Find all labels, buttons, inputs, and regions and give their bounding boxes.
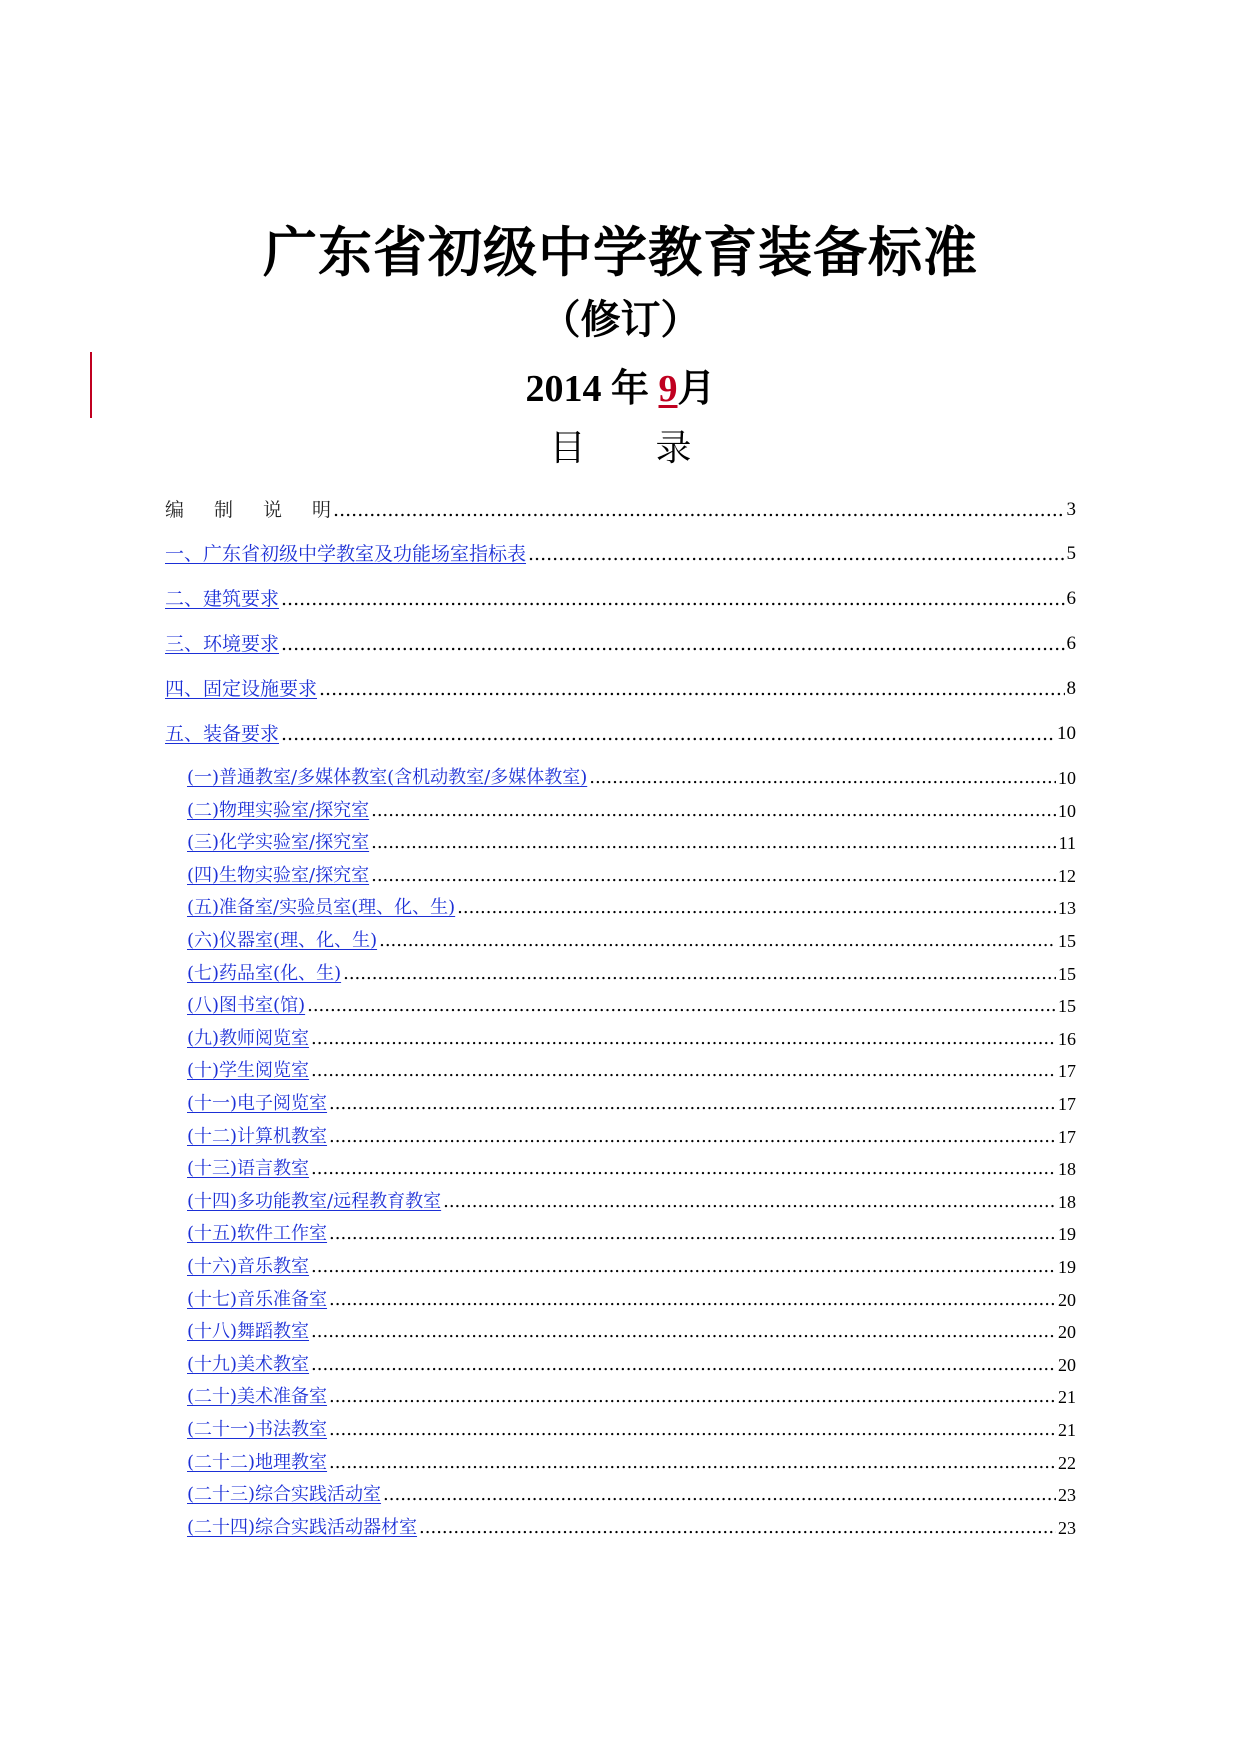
- toc-subentry[interactable]: [187, 1092, 1076, 1116]
- toc-subentry-link[interactable]: (六)仪器室(理、化、生): [187, 930, 378, 951]
- toc-subentry-link[interactable]: (十三)语言教室: [187, 1158, 310, 1180]
- toc-page-number: 17: [1058, 1094, 1076, 1114]
- toc-subentry[interactable]: [187, 831, 1076, 855]
- document-subtitle: （修订）: [540, 297, 701, 343]
- toc-leader-dots: [329, 1092, 1056, 1116]
- toc-page-number: 15: [1058, 963, 1076, 984]
- toc-entry-link[interactable]: 五、装备要求: [165, 723, 280, 745]
- toc-subentry-link[interactable]: (九)教师阅览室: [187, 1027, 310, 1049]
- toc-leader-dots: [319, 676, 1064, 702]
- toc-subentry-link[interactable]: (八)图书室(馆): [187, 995, 306, 1017]
- toc-subentry[interactable]: [187, 1125, 1076, 1149]
- toc-page-number: 19: [1058, 1224, 1076, 1245]
- toc-leader-dots: [333, 497, 1064, 523]
- toc-leader-dots: [329, 1288, 1056, 1312]
- toc-entry-link[interactable]: 三、环境要求: [165, 633, 280, 655]
- toc-subentry[interactable]: [187, 1255, 1076, 1279]
- toc-subentry[interactable]: [187, 1059, 1076, 1083]
- toc-subentry-link[interactable]: (五)准备室/实验员室(理、化、生): [187, 897, 456, 919]
- toc-subentry-link[interactable]: (十五)软件工作室: [187, 1223, 328, 1245]
- toc-subentry[interactable]: [187, 1516, 1076, 1540]
- toc-page-number: 21: [1058, 1420, 1076, 1440]
- toc-page-number: 17: [1058, 1126, 1076, 1147]
- toc-leader-dots: [311, 1157, 1056, 1181]
- toc-leader-dots: [329, 1125, 1056, 1149]
- toc-subentry[interactable]: [187, 896, 1076, 920]
- toc-page-number: 23: [1058, 1485, 1076, 1506]
- toc-leader-dots: [443, 1190, 1056, 1214]
- toc-leader-dots: [343, 962, 1056, 986]
- toc-subentry[interactable]: [187, 1418, 1076, 1442]
- toc-leader-dots: [528, 541, 1064, 567]
- toc-subentry[interactable]: [187, 1027, 1076, 1051]
- toc-leader-dots: [379, 929, 1056, 953]
- toc-entry-link[interactable]: 一、广东省初级中学教室及功能场室指标表: [165, 543, 527, 565]
- toc-page-number: 23: [1058, 1517, 1076, 1538]
- toc-subentry[interactable]: [187, 1320, 1076, 1344]
- toc-leader-dots: [371, 864, 1056, 888]
- toc-page-number: 22: [1058, 1452, 1076, 1473]
- toc-leader-dots: [281, 631, 1064, 657]
- toc-subentry[interactable]: [187, 929, 1076, 953]
- toc-subentry-link[interactable]: (七)药品室(化、生): [187, 962, 342, 984]
- toc-page-number: 10: [1058, 768, 1076, 788]
- toc-entry-link[interactable]: 四、固定设施要求: [165, 678, 318, 700]
- toc-subentry-link[interactable]: (十四)多功能教室/远程教育教室: [187, 1190, 442, 1212]
- toc-subentry[interactable]: [187, 962, 1076, 986]
- toc-page-number: 11: [1058, 833, 1076, 854]
- toc-subentry[interactable]: [187, 994, 1076, 1018]
- toc-page-number: 5: [1066, 543, 1076, 564]
- toc-subentry[interactable]: [187, 1190, 1076, 1214]
- toc-subentry-link[interactable]: (十二)计算机教室: [187, 1125, 328, 1147]
- toc-page-number: 10: [1057, 723, 1076, 744]
- toc-leader-dots: [311, 1027, 1056, 1051]
- toc-subentry-link[interactable]: (十九)美术教室: [187, 1353, 310, 1375]
- toc-leader-dots: [589, 766, 1056, 790]
- toc-page-number: 19: [1058, 1257, 1076, 1277]
- toc-entry-link[interactable]: 二、建筑要求: [165, 588, 280, 610]
- toc-page-number: 18: [1058, 1191, 1076, 1212]
- toc-entry-preface[interactable]: [165, 497, 1076, 523]
- toc-entry-section-3[interactable]: [165, 631, 1076, 657]
- toc-subentry[interactable]: [187, 1353, 1076, 1377]
- toc-leader-dots: [457, 896, 1056, 920]
- date-year: 2014 年: [525, 368, 649, 410]
- toc-subentry-link[interactable]: (二十一)书法教室: [187, 1419, 328, 1440]
- toc-page-number: 21: [1058, 1387, 1076, 1408]
- toc-page-number: 20: [1058, 1289, 1076, 1310]
- toc-leader-dots: [329, 1451, 1056, 1475]
- toc-heading-right: 录: [655, 428, 692, 469]
- toc-leader-dots: [311, 1059, 1056, 1083]
- date-suffix: 月: [677, 368, 716, 410]
- toc-entry-label: 编制说明: [165, 499, 332, 521]
- toc-subentry[interactable]: [187, 1483, 1076, 1507]
- document-title: 广东省初级中学教育装备标准: [263, 221, 978, 284]
- toc-page-number: 15: [1058, 931, 1076, 951]
- toc-page-number: 12: [1058, 865, 1076, 886]
- toc-page-number: 8: [1066, 678, 1076, 699]
- toc-leader-dots: [311, 1255, 1056, 1279]
- toc-subentry-link[interactable]: (十一)电子阅览室: [187, 1093, 328, 1114]
- toc-leader-dots: [371, 799, 1056, 823]
- toc-subentry-link[interactable]: (二)物理实验室/探究室: [187, 799, 370, 821]
- toc-page-number: 20: [1058, 1354, 1076, 1375]
- toc-subentry-link[interactable]: (二十)美术准备室: [187, 1386, 328, 1408]
- toc-page-number: 16: [1058, 1028, 1076, 1049]
- document-date: [0, 365, 1241, 413]
- toc-subentry-link[interactable]: (十八)舞蹈教室: [187, 1321, 310, 1343]
- toc-heading-left: 目: [549, 428, 586, 469]
- toc-subentry-link[interactable]: (十七)音乐准备室: [187, 1288, 328, 1310]
- toc-subentry-link[interactable]: (一)普通教室/多媒体教室(含机动教室/多媒体教室): [187, 767, 588, 788]
- date-month: 9: [658, 368, 678, 410]
- toc-subentry-link[interactable]: (二十二)地理教室: [187, 1451, 328, 1473]
- toc-leader-dots: [329, 1385, 1056, 1409]
- toc-leader-dots: [307, 994, 1056, 1018]
- toc-leader-dots: [281, 721, 1055, 747]
- toc-subentry[interactable]: [187, 799, 1076, 823]
- toc-leader-dots: [383, 1483, 1056, 1507]
- toc-subentry[interactable]: [187, 1451, 1076, 1475]
- toc-subentry[interactable]: [187, 864, 1076, 888]
- toc-subentry-link[interactable]: (三)化学实验室/探究室: [187, 832, 370, 854]
- toc-subentry-link[interactable]: (十六)音乐教室: [187, 1256, 310, 1277]
- toc-subentry[interactable]: [187, 1157, 1076, 1181]
- toc-leader-dots: [281, 586, 1064, 612]
- toc-entry-section-5[interactable]: [165, 721, 1076, 747]
- toc-leader-dots: [419, 1516, 1056, 1540]
- toc-page-number: 15: [1058, 996, 1076, 1017]
- toc-page-number: 17: [1058, 1061, 1076, 1082]
- toc-subentry-link[interactable]: (二十三)综合实践活动室: [187, 1484, 382, 1506]
- toc-entry-section-1[interactable]: [165, 541, 1076, 567]
- toc-subentry[interactable]: [187, 766, 1076, 790]
- toc-leader-dots: [311, 1353, 1056, 1377]
- toc-page-number: 18: [1058, 1159, 1076, 1180]
- toc-entry-section-2[interactable]: [165, 586, 1076, 612]
- toc-leader-dots: [329, 1418, 1056, 1442]
- toc-page-number: 6: [1066, 588, 1076, 609]
- toc-subentry-link[interactable]: (十)学生阅览室: [187, 1060, 310, 1082]
- toc-page-number: 13: [1058, 898, 1076, 919]
- toc-entry-section-4[interactable]: [165, 676, 1076, 702]
- toc-subentry-link[interactable]: (四)生物实验室/探究室: [187, 864, 370, 886]
- toc-page-number: 3: [1066, 499, 1076, 520]
- toc-page-number: 20: [1058, 1322, 1076, 1343]
- toc-leader-dots: [311, 1320, 1056, 1344]
- toc-leader-dots: [371, 831, 1057, 855]
- toc-subentry[interactable]: [187, 1222, 1076, 1246]
- toc-leader-dots: [329, 1222, 1056, 1246]
- toc-heading: [0, 425, 1241, 473]
- toc-page-number: 10: [1058, 800, 1076, 821]
- toc-subentry[interactable]: [187, 1288, 1076, 1312]
- toc-subentry[interactable]: [187, 1385, 1076, 1409]
- toc-page-number: 6: [1066, 633, 1076, 654]
- toc-subentry-link[interactable]: (二十四)综合实践活动器材室: [187, 1516, 418, 1538]
